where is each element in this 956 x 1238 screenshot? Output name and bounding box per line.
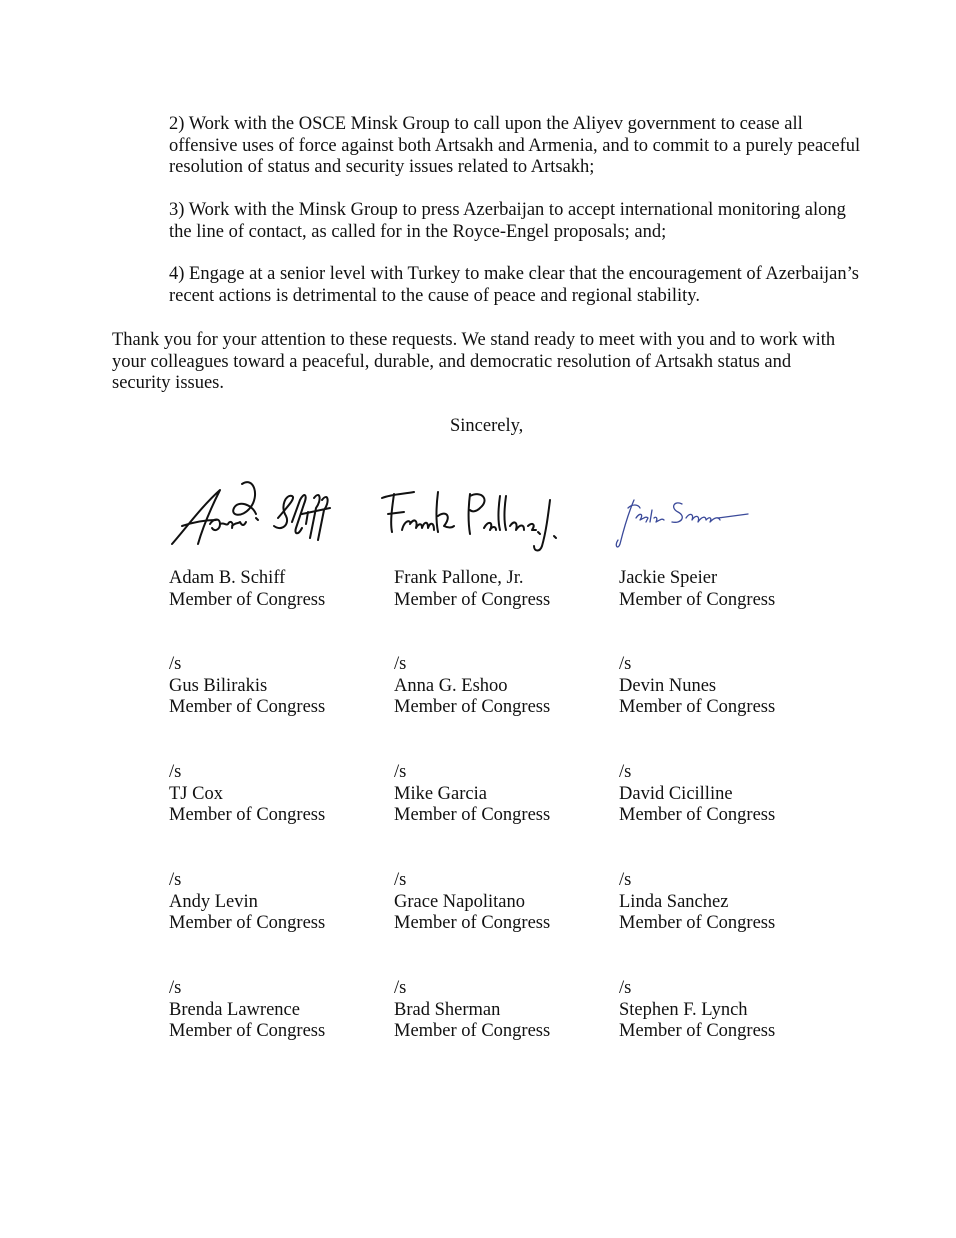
signer-block [619, 568, 834, 611]
signer-block [394, 654, 609, 719]
signer-block [169, 762, 384, 827]
signer-block [394, 762, 609, 827]
signer-title: Member of Congress [169, 805, 326, 825]
signature-schiff [168, 478, 333, 550]
signer-name: Adam B. Schiff [169, 568, 286, 588]
signer-name: Andy Levin [169, 891, 258, 912]
signer-mark: /s [619, 654, 632, 674]
signer-block [619, 654, 834, 719]
signer-title: Member of Congress [169, 1021, 326, 1041]
request-item-2: 2) Work with the OSCE Minsk Group to call upon the Aliyev government to cease all offensive uses of force against both Artsakh and Armenia, and to commit to a purely peaceful resolution of status and security issues related to Artsakh; [169, 114, 861, 177]
signer-name: David Cicilline [619, 783, 733, 804]
signer-title: Member of Congress [619, 697, 776, 717]
signer-title: Member of Congress [619, 589, 776, 610]
signer-name: Devin Nunes [619, 675, 717, 696]
signer-name: Frank Pallone, Jr. [394, 568, 524, 588]
signer-name: Brenda Lawrence [169, 999, 300, 1020]
signer-mark: /s [394, 978, 407, 998]
signer-title: Member of Congress [394, 913, 551, 933]
request-item-4: 4) Engage at a senior level with Turkey to make clear that the encouragement of Azerbaijan’s recent actions is detrimental to the cause of peace and regional stability. [169, 264, 859, 306]
signer-block [169, 568, 384, 611]
signer-title: Member of Congress [619, 1021, 776, 1041]
signer-name: Anna G. Eshoo [394, 675, 508, 696]
signer-block [619, 978, 834, 1043]
signer-name: Mike Garcia [394, 783, 487, 804]
signer-mark: /s [619, 978, 632, 998]
signer-mark: /s [169, 978, 182, 998]
signer-mark: /s [619, 762, 632, 782]
signer-mark: /s [394, 762, 407, 782]
signer-block [619, 762, 834, 827]
signer-mark: /s [394, 654, 407, 674]
signer-block [394, 568, 609, 611]
signer-mark: /s [169, 654, 182, 674]
signer-block [169, 654, 384, 719]
signer-mark: /s [169, 762, 182, 782]
signer-title: Member of Congress [394, 589, 551, 610]
signer-name: TJ Cox [169, 783, 223, 804]
signer-name: Stephen F. Lynch [619, 999, 748, 1020]
signer-title: Member of Congress [394, 805, 551, 825]
signer-title: Member of Congress [619, 805, 776, 825]
signer-block [394, 870, 609, 935]
request-item-3: 3) Work with the Minsk Group to press Azerbaijan to accept international monitoring along the line of contact, as called for in the Royce-Engel proposals; and; [169, 200, 846, 242]
valediction: Sincerely, [450, 416, 524, 436]
signer-title: Member of Congress [169, 589, 326, 610]
signer-block [394, 978, 609, 1043]
signer-block [169, 870, 384, 935]
signer-mark: /s [169, 870, 182, 890]
signer-title: Member of Congress [394, 1021, 551, 1041]
signer-name: Jackie Speier [619, 568, 718, 588]
signer-title: Member of Congress [619, 913, 776, 933]
signature-pallone [378, 486, 558, 558]
signer-block [619, 870, 834, 935]
signer-name: Linda Sanchez [619, 891, 729, 912]
signer-mark: /s [619, 870, 632, 890]
signer-block [169, 978, 384, 1043]
signer-mark: /s [394, 870, 407, 890]
signer-title: Member of Congress [394, 697, 551, 717]
signer-name: Grace Napolitano [394, 891, 525, 912]
signer-name: Gus Bilirakis [169, 675, 268, 696]
signature-speier [612, 496, 752, 552]
signer-title: Member of Congress [169, 697, 326, 717]
signer-title: Member of Congress [169, 913, 326, 933]
signer-name: Brad Sherman [394, 999, 501, 1020]
closing-paragraph: Thank you for your attention to these requests. We stand ready to meet with you and to work with your colleagues toward a peaceful, durable, and democratic resolution of Artsakh status and security issues. [112, 330, 836, 393]
